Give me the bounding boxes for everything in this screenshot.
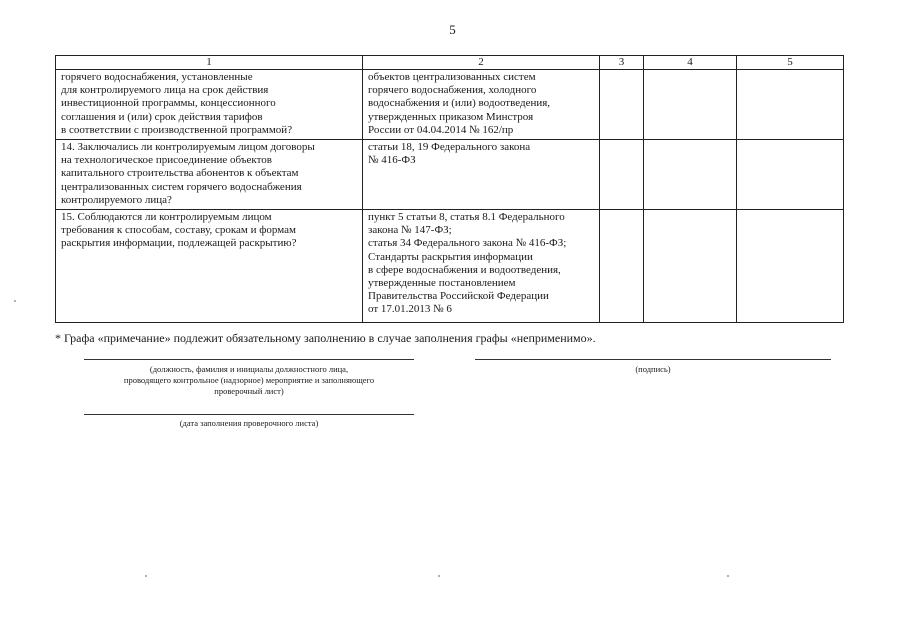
question-text: 15. Соблюдаются ли контролируемым лицом требования к способам, составу, срокам и формам раскрытия информации, подлежащей раскрытию?	[61, 211, 297, 250]
signature-line	[475, 359, 831, 360]
page-number: 5	[449, 22, 456, 37]
table-header-row	[56, 56, 844, 70]
scan-speck	[727, 575, 729, 577]
column-header-1: 1	[56, 56, 363, 70]
checklist-table	[55, 55, 844, 323]
requirement-cell	[363, 140, 600, 210]
answer-cell-col3	[600, 210, 644, 323]
scan-speck	[145, 575, 147, 577]
question-cell	[56, 210, 363, 323]
date-caption: (дата заполнения проверочного листа)	[179, 418, 319, 428]
requirement-text: статьи 18, 19 Федерального закона № 416-ФЗ	[368, 141, 531, 167]
table-row	[56, 70, 844, 140]
footnote: * Графа «примечание» подлежит обязательному заполнению в случае заполнения графы «неприменимо».	[55, 331, 596, 345]
requirement-text: пункт 5 статьи 8, статья 8.1 Федерального закона № 147-ФЗ; статья 34 Федерального закона № 416-ФЗ; Стандарты раскрытия информации в сфере водоснабжения и водоотведения, утвержденные постановлением Правительства Российской Федерации от 17.01.2013 № 6	[368, 211, 567, 316]
column-header-5: 5	[737, 56, 844, 70]
answer-cell-col5	[737, 210, 844, 323]
column-header-4: 4	[644, 56, 737, 70]
scan-speck	[14, 300, 16, 302]
requirement-cell	[363, 70, 600, 140]
table-row	[56, 210, 844, 323]
answer-cell-col4	[644, 140, 737, 210]
official-signature-line	[84, 359, 414, 360]
date-signature-line	[84, 414, 414, 415]
question-cell	[56, 70, 363, 140]
column-header-3: 3	[600, 56, 644, 70]
answer-cell-col4	[644, 210, 737, 323]
answer-cell-col3	[600, 140, 644, 210]
requirement-text: объектов централизованных систем горячего водоснабжения, холодного водоснабжения и (или) водоотведения, утвержденных приказом Минстроя России от 04.04.2014 № 162/пр	[368, 71, 551, 136]
scan-speck	[438, 575, 440, 577]
requirement-cell	[363, 210, 600, 323]
official-caption: (должность, фамилия и инициалы должностного лица, проводящего контрольное (надзорное) мероприятие и заполняющего проверочный лист)	[123, 364, 375, 396]
column-header-2: 2	[363, 56, 600, 70]
answer-cell-col5	[737, 70, 844, 140]
signature-caption: (подпись)	[635, 364, 671, 374]
answer-cell-col5	[737, 140, 844, 210]
table-row	[56, 140, 844, 210]
question-text: горячего водоснабжения, установленные для контролируемого лица на срок действия инвестиционной программы, концессионного соглашения и (или) срок действия тарифов в соответствии с производственной программой?	[61, 71, 293, 136]
answer-cell-col4	[644, 70, 737, 140]
question-cell	[56, 140, 363, 210]
answer-cell-col3	[600, 70, 644, 140]
question-text: 14. Заключались ли контролируемым лицом договоры на технологическое присоединение объектов капитального строительства абонентов к объектам централизованных систем горячего водоснабжения контролируемого лица?	[61, 141, 315, 206]
